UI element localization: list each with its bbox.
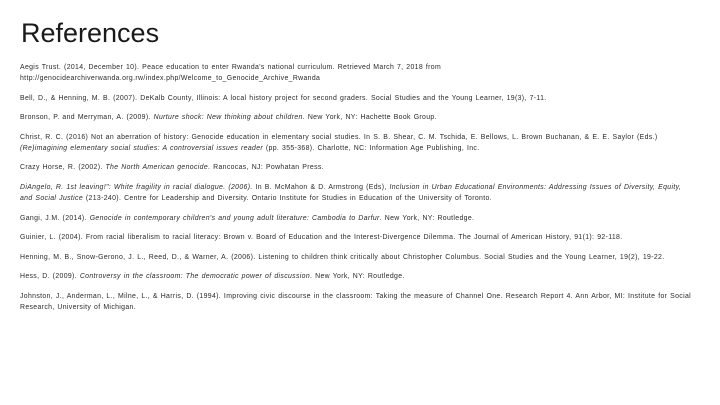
reference-text: . New York, NY: Hachette Book Group. [302,114,437,122]
reference-italic-text: Inclusion in Urban Educational Environments: Addressing Issues of Diversity, Equity, and Social Justice [20,183,682,202]
reference-text: . Rancocas, NJ: Powhatan Press. [208,164,324,172]
reference-entry [20,132,692,154]
reference-text: Aegis Trust. (2014, December 10). Peace education to enter Rwanda's national curriculum. Retrieved March 7, 2018 from http://genocidearchiverwanda.org.rw/index.php/Welcome_to_Genocide_Archive_Rwanda [20,64,442,82]
reference-text: . New York, NY: Routledge. [379,214,475,222]
reference-text: Bell, D., & Henning, M. B. (2007). DeKalb County, Illinois: A local history project for second graders. Social Studies and the Young Learner, 19(3), 7-11. [20,94,547,102]
reference-text: (pp. 355-368). Charlotte, NC: Information Age Publishing, Inc. [263,144,480,152]
reference-text: Christ, R. C. (2016) Not an aberration of history: Genocide education in elementary social studies. In S. B. Shear, C. M. Tschida, E. Bellows, L. Brown Buchanan, & E. E. Saylor (Eds.) [20,133,658,141]
reference-entry [20,162,692,173]
reference-text: Henning, M. B., Snow-Gerono, J. L., Reed, D., & Warner, A. (2006). Listening to children think critically about Christopher Columbus. Social Studies and the Young Learner, 19(2), 19-22. [20,253,665,261]
reference-entry [20,271,692,282]
reference-entry [20,182,692,204]
reference-italic-text: DiAngelo, R. 1st leaving!": White fragility in racial dialogue. (2006). [20,183,256,191]
reference-text: In B. McMahon & D. Armstrong (Eds), [255,183,390,191]
reference-italic-text: Controversy in the classroom: The democratic power of discussion [79,273,311,281]
reference-text: Hess, D. (2009). [20,273,80,281]
reference-text: Gangi, J.M. (2014). [20,214,90,222]
reference-entry [20,213,692,224]
reference-entry [20,291,692,313]
page-title: References [21,18,160,48]
reference-entry [20,93,692,104]
reference-list [20,62,692,313]
reference-text: Bronson, P. and Merryman, A. (2009). [20,114,154,122]
reference-entry [20,112,692,123]
reference-entry [20,232,692,243]
reference-italic-text: (Re)imagining elementary social studies: A controversial issues reader [20,144,264,152]
reference-text: Guinier, L. (2004). From racial liberalism to racial literacy: Brown v. Board of Education and the Interest-Divergence Dilemma. The Journal of American History, 91(1): 92-118. [20,234,623,242]
reference-entry [20,62,692,84]
reference-italic-text: Nurture shock: New thinking about children [153,114,303,122]
reference-text: . New York, NY: Routledge. [310,273,405,281]
reference-italic-text: The North American genocide [105,164,209,172]
reference-text: Johnston, J., Anderman, L., Milne, L., & Harris, D. (1994). Improving civic discourse in the classroom: Taking the measure of Channel One. Research Report 4. Ann Arbor, MI: Institute for Social Research, University of Michigan. [20,292,692,311]
reference-text: Crazy Horse, R. (2002). [20,164,106,172]
reference-italic-text: Genocide in contemporary children's and young adult literature: Cambodia to Darfur [89,214,380,222]
reference-entry [20,252,692,263]
reference-text: (213-240). Centre for Leadership and Diversity. Ontario Institute for Studies in Education of the University of Toronto. [83,194,492,202]
